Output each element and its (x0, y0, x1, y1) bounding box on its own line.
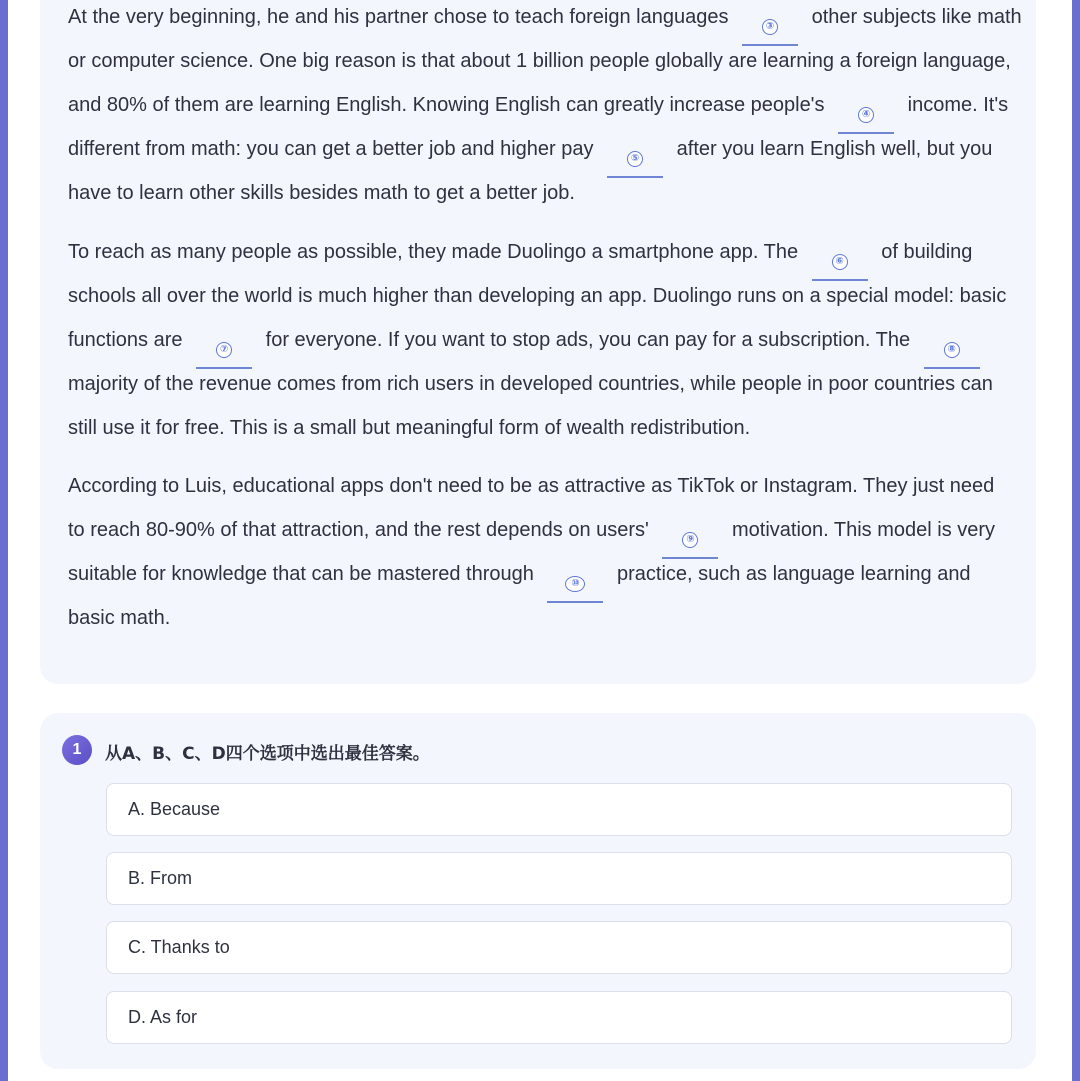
question-number-badge: 1 (62, 735, 92, 765)
question-prompt: 从A、B、C、D四个选项中选出最佳答案。 (105, 744, 430, 764)
passage-line (68, 171, 1028, 215)
passage-text: To reach as many people as possible, they made Duolingo a smartphone app. The (68, 241, 799, 263)
blank-number: ⑦ (216, 342, 232, 358)
passage-text: suitable for knowledge that can be mastered through (68, 563, 534, 585)
passage-line (68, 127, 1028, 171)
blank-number: ⑤ (627, 151, 643, 167)
passage-line (68, 552, 1028, 596)
blank-number: ③ (762, 19, 778, 35)
passage-line (68, 0, 1028, 39)
passage-line (68, 362, 1028, 406)
passage-text: after you learn English well, but you (676, 138, 993, 160)
passage-line (68, 464, 1028, 508)
option-a[interactable]: A. Because (106, 783, 1012, 836)
passage-text: to reach 80-90% of that attraction, and the rest depends on users' (68, 519, 649, 541)
option-c[interactable]: C. Thanks to (106, 921, 1012, 974)
passage-paragraph-1 (68, 0, 1028, 215)
passage-paragraph-2 (68, 230, 1028, 450)
blank-10[interactable] (547, 563, 603, 603)
passage-line (68, 39, 1028, 83)
passage-text: other subjects like math (811, 6, 1022, 28)
passage-line (68, 318, 1028, 362)
option-b[interactable]: B. From (106, 852, 1012, 905)
passage-text: or computer science. One big reason is that about 1 billion people globally are learning a foreign language, (68, 50, 1011, 72)
passage-text: According to Luis, educational apps don't need to be as attractive as TikTok or Instagram. They just need (68, 475, 995, 497)
page (8, 0, 1072, 1081)
passage-text: for everyone. If you want to stop ads, you can pay for a subscription. The (265, 329, 911, 351)
passage-text: motivation. This model is very (731, 519, 996, 541)
passage-text: still use it for free. This is a small but meaningful form of wealth redistribution. (68, 417, 751, 439)
question-card (40, 713, 1036, 1069)
passage-text: income. It's (907, 94, 1009, 116)
passage-text: majority of the revenue comes from rich users in developed countries, while people in poor countries can (68, 373, 993, 395)
passage-line (68, 406, 1028, 450)
passage-line (68, 274, 1028, 318)
option-d[interactable]: D. As for (106, 991, 1012, 1044)
passage-text: schools all over the world is much higher than developing an app. Duolingo runs on a special model: basic (68, 285, 1007, 307)
passage-line (68, 83, 1028, 127)
blank-number: ⑧ (944, 342, 960, 358)
blank-number: ⑨ (682, 532, 698, 548)
passage-text: basic math. (68, 607, 171, 629)
blank-5[interactable] (607, 138, 663, 178)
passage-text: of building (881, 241, 973, 263)
blank-number: ⑩ (565, 576, 585, 592)
blank-number: ④ (858, 107, 874, 123)
passage-text: practice, such as language learning and (616, 563, 971, 585)
blank-number: ⑥ (832, 254, 848, 270)
passage-text: have to learn other skills besides math to get a better job. (68, 182, 575, 204)
passage-text: different from math: you can get a better job and higher pay (68, 138, 594, 160)
passage-text: functions are (68, 329, 183, 351)
passage-line (68, 508, 1028, 552)
passage-text: At the very beginning, he and his partner chose to teach foreign languages (68, 6, 729, 28)
passage-line (68, 230, 1028, 274)
passage-paragraph-3 (68, 464, 1028, 640)
passage-text: and 80% of them are learning English. Knowing English can greatly increase people's (68, 94, 825, 116)
